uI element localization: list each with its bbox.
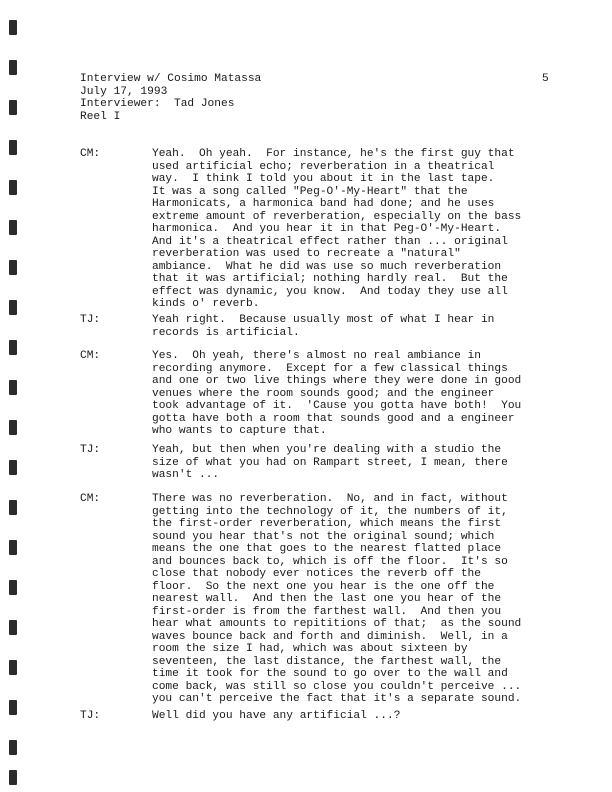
- header-line: July 17, 1993: [80, 85, 168, 98]
- binding-hole: [9, 500, 17, 515]
- binding-hole: [9, 770, 17, 785]
- utterance-line: seventeen, the last distance, the farthest wall, the: [152, 655, 502, 668]
- utterance-line: recording anymore. Except for a few classical things: [152, 362, 508, 375]
- utterance: [152, 148, 562, 311]
- utterance-line: venues where the room sounds good; and the engineer: [152, 387, 495, 400]
- utterance-line: Yeah. Oh yeah. For instance, he's the first guy that: [152, 148, 515, 160]
- binding-hole: [9, 260, 17, 275]
- utterance-line: Yes. Oh yeah, there's almost no real ambiance in: [152, 350, 481, 362]
- binding-hole: [9, 180, 17, 195]
- binding-hole: [9, 700, 17, 715]
- utterance-line: gotta have both a room that sounds good and a engineer: [152, 412, 515, 425]
- binding-hole: [9, 60, 17, 75]
- utterance-line: time it took for the sound to go over to the wall and: [152, 668, 508, 680]
- binding-hole: [9, 460, 17, 475]
- utterance-line: effect was dynamic, you know. And today they use all: [152, 285, 508, 298]
- speaker-label: TJ:: [80, 710, 101, 722]
- utterance-line: first-order is from the farthest wall. And then you: [152, 605, 502, 618]
- utterance-line: the first-order reverberation, which means the first: [152, 518, 502, 530]
- utterance-line: Harmonicats, a harmonica band had done; and he uses: [152, 198, 495, 210]
- utterance-line: ambiance. What he did was use so much reverberation: [152, 260, 502, 273]
- utterance-line: Yeah right. Because usually most of what I hear in: [152, 314, 495, 326]
- utterance-line: Well did you have any artificial ...?: [152, 710, 401, 722]
- binding-hole: [9, 740, 17, 755]
- header-line: Reel I: [80, 110, 121, 123]
- binding-hole: [9, 580, 17, 595]
- utterance-line: hear what amounts to repititions of that; as the sound: [152, 618, 522, 630]
- utterance-line: Yeah, but then when you're dealing with a studio the: [152, 444, 502, 456]
- page-number: 5: [542, 73, 549, 85]
- utterance-line: waves bounce back and forth and diminish. Well, in a: [152, 630, 508, 643]
- utterance-line: harmonica. And you hear it in that Peg-O'-My-Heart.: [152, 223, 502, 235]
- speaker-label: CM:: [80, 148, 101, 160]
- utterance-line: reverberation was used to recreate a "natural": [152, 248, 461, 260]
- utterance-line: and one or two live things where they were done in good: [152, 375, 522, 387]
- binding-hole: [9, 380, 17, 395]
- binding-hole: [9, 20, 17, 35]
- binding-hole: [9, 660, 17, 675]
- binding-hole: [9, 420, 17, 435]
- utterance-line: nearest wall. And then the last one you hear of the: [152, 593, 502, 605]
- utterance-line: used artificial echo; reverberation in a theatrical: [152, 160, 495, 173]
- utterance: [152, 314, 562, 339]
- binding-hole: [9, 300, 17, 315]
- binding-hole: [9, 620, 17, 635]
- utterance-line: It was a song called "Peg-O'-My-Heart" that the: [152, 185, 468, 198]
- utterance-line: you can't perceive the fact that it's a separate sound.: [152, 693, 522, 705]
- utterance: [152, 710, 562, 723]
- document-header: [80, 73, 261, 123]
- utterance-line: way. I think I told you about it in the last tape.: [152, 173, 495, 185]
- binding-hole: [9, 140, 17, 155]
- speaker-label: CM:: [80, 350, 101, 362]
- utterance-line: sound you hear that's not the original sound; which: [152, 530, 495, 543]
- binding-holes: [0, 0, 22, 792]
- utterance-line: floor. So the next one you hear is the one off the: [152, 580, 495, 593]
- utterance-line: records is artificial.: [152, 326, 300, 339]
- binding-hole: [9, 220, 17, 235]
- utterance: [152, 350, 562, 438]
- utterance-line: that it was artificial; nothing hardly real. But the: [152, 273, 508, 285]
- utterance-line: means the one that goes to the nearest flatted place: [152, 543, 502, 555]
- speaker-label: CM:: [80, 493, 101, 505]
- utterance-line: close that nobody ever notices the reverb off the: [152, 568, 481, 580]
- utterance: [152, 444, 562, 482]
- binding-hole: [9, 540, 17, 555]
- utterance-line: wasn't ...: [152, 469, 220, 481]
- utterance-line: took advantage of it. 'Cause you gotta have both! You: [152, 400, 522, 412]
- utterance-line: and bounces back to, which is off the floor. It's so: [152, 555, 508, 568]
- header-line: Interviewer: Tad Jones: [80, 98, 235, 110]
- binding-hole: [9, 100, 17, 115]
- utterance-line: extreme amount of reverberation, especially on the bass: [152, 210, 522, 223]
- utterance-line: size of what you had on Rampart street, I mean, there: [152, 456, 508, 469]
- utterance-line: who wants to capture that.: [152, 425, 327, 437]
- utterance-line: There was no reverberation. No, and in fact, without: [152, 493, 508, 505]
- speaker-label: TJ:: [80, 444, 101, 456]
- utterance: [152, 493, 562, 706]
- header-line: Interview w/ Cosimo Matassa: [80, 73, 262, 85]
- utterance-line: getting into the technology of it, the numbers of it,: [152, 505, 508, 518]
- binding-hole: [9, 340, 17, 355]
- utterance-line: come back, was still so close you couldn't perceive ...: [152, 680, 522, 693]
- speaker-label: TJ:: [80, 314, 101, 326]
- utterance-line: kinds o' reverb.: [152, 298, 260, 310]
- utterance-line: room the size I had, which was about sixteen by: [152, 643, 468, 655]
- utterance-line: And it's a theatrical effect rather than ... original: [152, 235, 508, 248]
